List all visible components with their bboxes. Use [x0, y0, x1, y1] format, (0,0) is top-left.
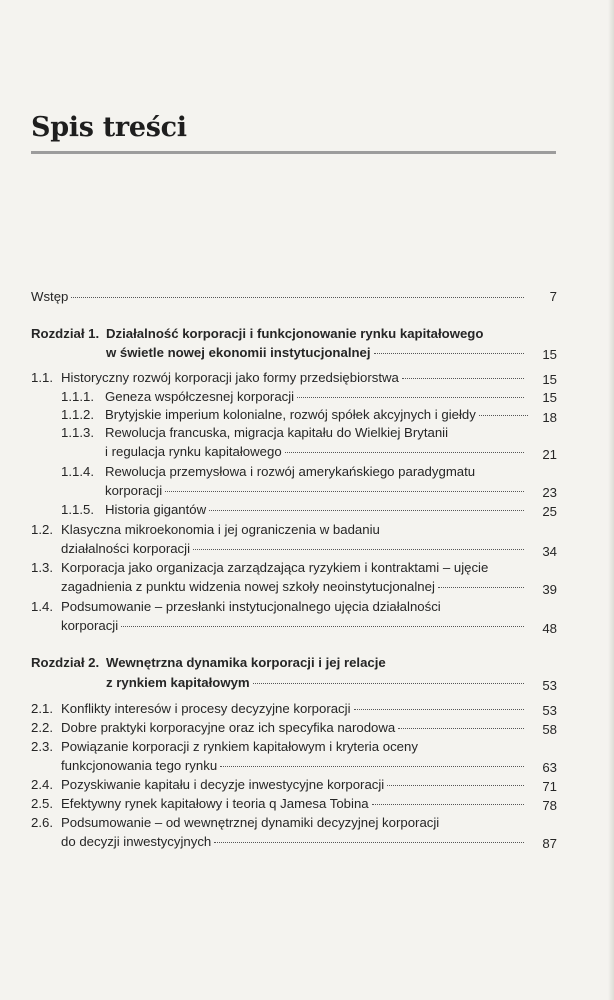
toc-entry-title-line2: do decyzji inwestycyjnych [61, 834, 212, 849]
toc-page-number: 53 [542, 703, 557, 718]
toc-entry-2-6[interactable] [61, 833, 527, 850]
toc-page-number: 15 [542, 372, 557, 387]
dot-leader [387, 785, 524, 786]
dot-leader [297, 397, 524, 398]
toc-section-number: 2.1. [31, 701, 53, 716]
dot-leader [354, 709, 524, 710]
toc-entry-title: Brytyjskie imperium kolonialne, rozwój spółek akcyjnych i giełdy [105, 407, 476, 422]
toc-chapter-title-line1[interactable]: Wewnętrzna dynamika korporacji i jej relacje [106, 655, 386, 670]
toc-section-number: 2.2. [31, 720, 53, 735]
toc-chapter-title-line1[interactable]: Działalność korporacji i funkcjonowanie rynku kapitałowego [106, 326, 484, 341]
toc-entry-title-line1[interactable]: Podsumowanie – od wewnętrznej dynamiki decyzyjnej korporacji [61, 815, 440, 830]
dot-leader [165, 491, 524, 492]
toc-entry-title-line2: i regulacja rynku kapitałowego [105, 444, 282, 459]
toc-chapter-title-line2: w świetle nowej ekonomii instytucjonalnej [106, 345, 371, 360]
dot-leader [372, 804, 524, 805]
toc-entry-title-line1[interactable]: Powiązanie korporacji z rynkiem kapitałowym i kryteria oceny [61, 739, 418, 754]
toc-entry-wstep[interactable] [31, 288, 527, 305]
toc-entry-2-5[interactable] [31, 795, 527, 812]
toc-page-number: 7 [549, 289, 557, 304]
toc-section-number: 2.6. [31, 815, 53, 830]
toc-page-number: 23 [542, 485, 557, 500]
dot-leader [209, 510, 524, 511]
toc-entry-1-1-5[interactable] [61, 501, 527, 518]
dot-leader [193, 549, 524, 550]
toc-entry-1-1[interactable] [31, 369, 527, 386]
toc-page-number: 39 [542, 582, 557, 597]
toc-entry-1-1-1[interactable] [61, 388, 527, 405]
toc-entry-2-4[interactable] [31, 776, 527, 793]
toc-entry-title-line2: korporacji [105, 483, 163, 498]
toc-section-number: 1.4. [31, 599, 53, 614]
dot-leader [402, 378, 524, 379]
toc-page-number: 78 [542, 798, 557, 813]
toc-section-number: 1.1.1. [61, 389, 94, 404]
toc-page-number: 58 [542, 722, 557, 737]
toc-entry-title: Konflikty interesów i procesy decyzyjne korporacji [61, 701, 351, 716]
toc-entry-title: Wstęp [31, 289, 69, 304]
toc-page-number: 87 [542, 836, 557, 851]
toc-entry-title-line2: działalności korporacji [61, 541, 191, 556]
toc-page-number: 71 [542, 779, 557, 794]
toc-entry-title: Geneza współczesnej korporacji [105, 389, 295, 404]
dot-leader [253, 683, 524, 684]
page-title: Spis treści [31, 112, 187, 143]
toc-section-number: 1.1.3. [61, 425, 94, 440]
dot-leader [71, 297, 524, 298]
toc-page-number: 34 [542, 544, 557, 559]
toc-entry-title: Pozyskiwanie kapitału i decyzje inwestycyjne korporacji [61, 777, 385, 792]
toc-entry-1-2[interactable] [61, 540, 527, 557]
toc-entry-1-3[interactable] [61, 578, 527, 595]
toc-entry-title: Dobre praktyki korporacyjne oraz ich specyfika narodowa [61, 720, 396, 735]
toc-entry-1-1-4[interactable] [105, 482, 527, 499]
toc-entry-2-3[interactable] [61, 757, 527, 774]
toc-entry-title-line1[interactable]: Rewolucja przemysłowa i rozwój amerykańskiego paradygmatu [105, 464, 476, 479]
toc-section-number: 1.1.2. [61, 407, 94, 422]
toc-page-number: 15 [542, 390, 557, 405]
dot-leader [438, 587, 524, 588]
toc-section-number: 2.4. [31, 777, 53, 792]
toc-section-number: 1.1.5. [61, 502, 94, 517]
toc-page-number: 15 [542, 347, 557, 362]
toc-section-number: 2.5. [31, 796, 53, 811]
toc-entry-title-line1[interactable]: Korporacja jako organizacja zarządzająca ryzykiem i kontraktami – ujęcie [61, 560, 489, 575]
toc-page-number: 25 [542, 504, 557, 519]
toc-section-number: 2.3. [31, 739, 53, 754]
toc-entry-1-1-3[interactable] [105, 443, 527, 460]
toc-section-number: 1.3. [31, 560, 53, 575]
toc-chapter-title-line2: z rynkiem kapitałowym [106, 675, 250, 690]
toc-entry-title: Historia gigantów [105, 502, 207, 517]
toc-entry-1-4[interactable] [61, 617, 527, 634]
toc-section-number: 1.2. [31, 522, 53, 537]
toc-entry-title-line1[interactable]: Podsumowanie – przesłanki instytucjonalnego ujęcia działalności [61, 599, 441, 614]
toc-page-number: 48 [542, 621, 557, 636]
toc-page-number: 18 [542, 410, 557, 425]
dot-leader [374, 353, 524, 354]
toc-entry-2-2[interactable] [31, 719, 527, 736]
toc-page-number: 53 [542, 678, 557, 693]
toc-entry-title-line2: zagadnienia z punktu widzenia nowej szkoły neoinstytucjonalnej [61, 579, 435, 594]
toc-entry-title-line2: korporacji [61, 618, 119, 633]
dot-leader [214, 842, 524, 843]
toc-entry-title: Historyczny rozwój korporacji jako formy przedsiębiorstwa [61, 370, 399, 385]
toc-entry-title: Efektywny rynek kapitałowy i teoria q Jamesa Tobina [61, 796, 369, 811]
toc-page-number: 21 [542, 447, 557, 462]
toc-section-number: 1.1.4. [61, 464, 94, 479]
toc-entry-1-1-2[interactable] [61, 406, 531, 423]
dot-leader [220, 766, 524, 767]
toc-entry-title-line1[interactable]: Rewolucja francuska, migracja kapitału do Wielkiej Brytanii [105, 425, 449, 440]
toc-chapter-number: Rozdział 2. [31, 655, 100, 670]
dot-leader [285, 452, 524, 453]
toc-entry-2-1[interactable] [31, 700, 527, 717]
toc-section-number: 1.1. [31, 370, 53, 385]
toc-chapter-number: Rozdział 1. [31, 326, 100, 341]
toc-entry-title-line1[interactable]: Klasyczna mikroekonomia i jej ograniczenia w badaniu [61, 522, 380, 537]
dot-leader [398, 728, 524, 729]
toc-page-number: 63 [542, 760, 557, 775]
dot-leader [121, 626, 524, 627]
toc-entry-title-line2: funkcjonowania tego rynku [61, 758, 218, 773]
toc-entry-chapter-1[interactable] [106, 344, 527, 361]
toc-entry-chapter-2[interactable] [106, 674, 527, 691]
